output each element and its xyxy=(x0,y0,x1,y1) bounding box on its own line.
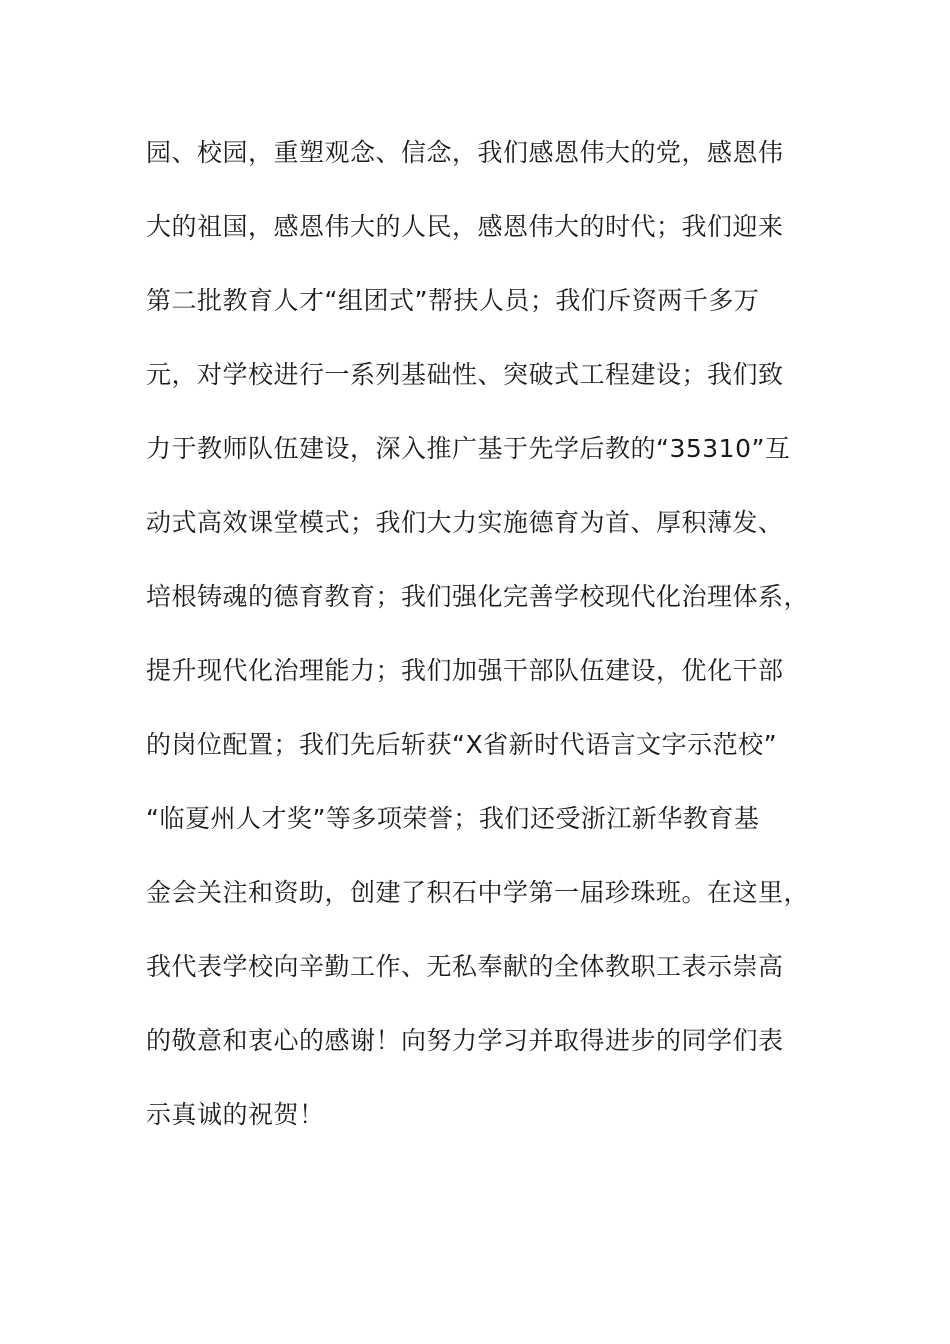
text-line: 园、校园，重塑观念、信念，我们感恩伟大的党，感恩伟 xyxy=(146,138,784,167)
text-line: 动式高效课堂模式；我们大力实施德育为首、厚积薄发、 xyxy=(146,508,784,537)
text-line: 的岗位配置；我们先后斩获“X省新时代语言文字示范校” xyxy=(146,730,778,759)
text-line: 第二批教育人才“组团式”帮扶人员；我们斥资两千多万 xyxy=(146,286,760,315)
text-line: “临夏州人才奖”等多项荣誉；我们还受浙江新华教育基 xyxy=(146,804,760,833)
text-line: 培根铸魂的德育教育；我们强化完善学校现代化治理体系， xyxy=(146,582,810,611)
text-line: 金会关注和资助，创建了积石中学第一届珍珠班。在这里， xyxy=(146,878,810,907)
text-line: 大的祖国，感恩伟大的人民，感恩伟大的时代；我们迎来 xyxy=(146,212,784,241)
text-line: 我代表学校向辛勤工作、无私奉献的全体教职工表示崇高 xyxy=(146,952,784,981)
text-line: 力于教师队伍建设，深入推广基于先学后教的“35310”互 xyxy=(146,434,791,463)
text-line: 提升现代化治理能力；我们加强干部队伍建设，优化干部 xyxy=(146,656,784,685)
text-line: 元，对学校进行一系列基础性、突破式工程建设；我们致 xyxy=(146,360,784,389)
text-line: 示真诚的祝贺！ xyxy=(146,1100,325,1129)
body-paragraph xyxy=(146,133,826,1169)
text-line: 的敬意和衷心的感谢！向努力学习并取得进步的同学们表 xyxy=(146,1026,784,1055)
